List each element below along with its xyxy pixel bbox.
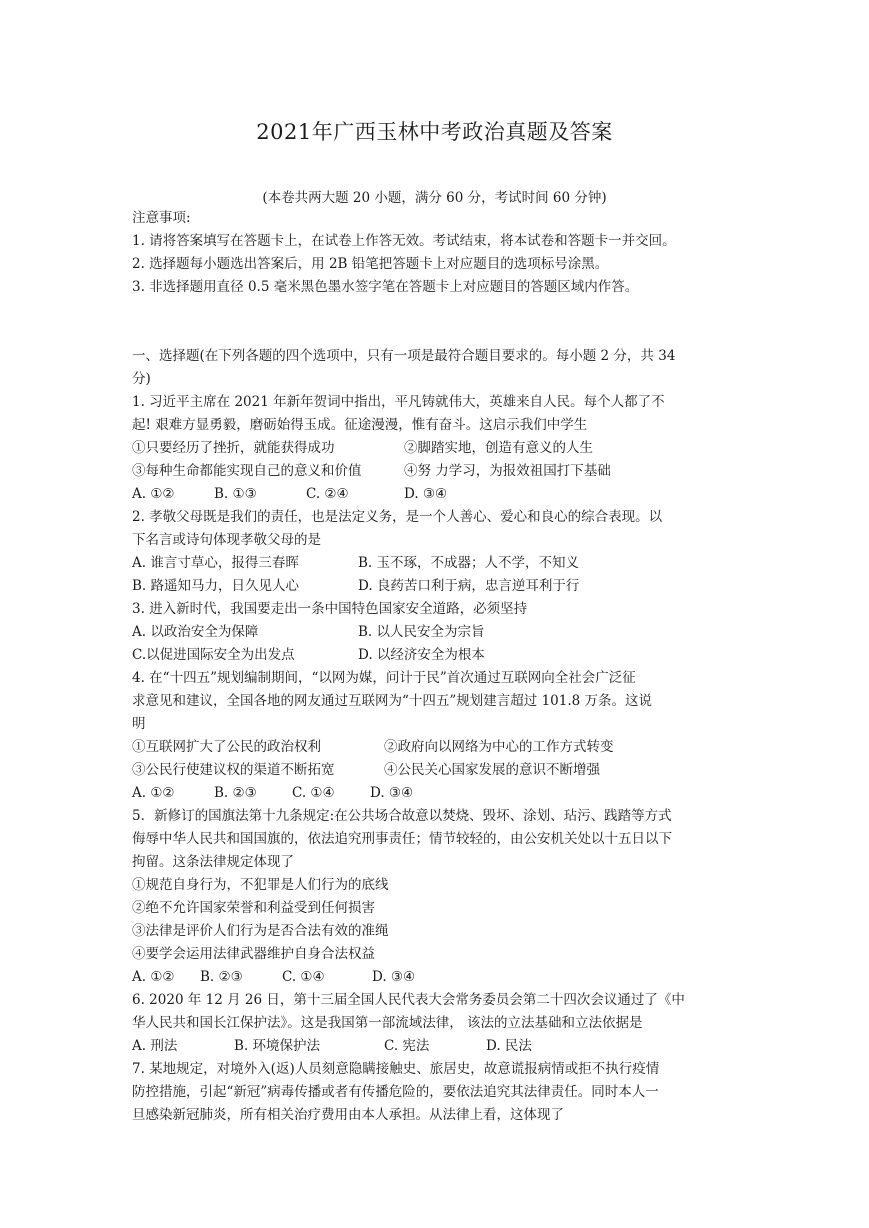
question-4-stem: 4. 在“十四五”规划编制期间，“以网为媒，问计于民”首次通过互联网向全社会广泛征 [132, 670, 636, 686]
option-a: A. 以政治安全为保障 [132, 624, 259, 640]
question-5-stem-cont: 侮辱中华人民共和国国旗的，依法追究刑事责任；情节较轻的，由公安机关处以十五日以下 [132, 831, 672, 847]
statement: ①互联网扩大了公民的政治权利 [132, 739, 321, 755]
exam-info: (本卷共两大题 20 小题，满分 60 分，考试时间 60 分钟) [262, 190, 607, 206]
statement: ④努 力学习，为报效祖国打下基础 [404, 463, 611, 479]
question-5-stem-cont: 拘留。这条法律规定体现了 [132, 854, 294, 870]
statement: ①规范自身行为，不犯罪是人们行为的底线 [132, 877, 389, 893]
statement: ③每种生命都能实现自己的意义和价值 [132, 463, 362, 479]
option-c: C.以促进国际安全为出发点 [132, 647, 295, 663]
statement: ②绝不允许国家荣誉和利益受到任何损害 [132, 900, 375, 916]
statement: ③法律是评价人们行为是否合法有效的准绳 [132, 923, 389, 939]
question-6-stem-cont: 华人民共和国长江保护法》。这是我国第一部流域法律， 该法的立法基础和立法依据是 [132, 1015, 643, 1031]
option-b: B. ②③ [214, 785, 257, 801]
note-item: 3. 非选择题用直径 0.5 毫米黑色墨水签字笔在答题卡上对应题目的答题区域内作答。 [132, 279, 639, 295]
question-5-stem: 5．新修订的国旗法第十九条规定:在公共场合故意以焚烧、毁坏、涂划、玷污、践踏等方式 [132, 808, 672, 824]
page-title: 2021年广西玉林中考政治真题及答案 [256, 120, 613, 144]
note-item: 2. 选择题每小题选出答案后，用 2B 铅笔把答题卡上对应题目的选项标号涂黑。 [132, 256, 609, 272]
statement: ④要学会运用法律武器维护自身合法权益 [132, 946, 375, 962]
question-1-stem-cont: 起! 艰难方显勇毅，磨砺始得玉成。征途漫漫，惟有奋斗。这启示我们中学生 [132, 417, 588, 433]
section-heading: 一、选择题(在下列各题的四个选项中，只有一项是最符合题目要求的。每小题 2 分，共 34 [132, 348, 676, 364]
notes-heading: 注意事项: [132, 210, 191, 226]
statement: ④公民关心国家发展的意识不断增强 [384, 762, 600, 778]
option-a: A. 刑法 [132, 1038, 178, 1054]
question-3-stem: 3. 进入新时代，我国要走出一条中国特色国家安全道路，必须坚持 [132, 601, 528, 617]
option-d: D. 良药苦口利于病，忠言逆耳利于行 [358, 578, 580, 594]
option-c: C. ①④ [292, 785, 335, 801]
question-2-stem: 2. 孝敬父母既是我们的责任，也是法定义务，是一个人善心、爱心和良心的综合表现。以 [132, 509, 663, 525]
option-b: B. 环境保护法 [234, 1038, 321, 1054]
question-7-stem: 7. 某地规定，对境外入(返)人员刻意隐瞒接触史、旅居史，故意谎报病情或拒不执行疫情 [132, 1061, 660, 1077]
option-c: B. 路遥知马力，日久见人心 [132, 578, 300, 594]
section-heading-cont: 分) [132, 371, 151, 387]
option-c: C. 宪法 [384, 1038, 430, 1054]
option-a: A. ①② [132, 486, 175, 502]
statement: ②政府向以网络为中心的工作方式转变 [384, 739, 614, 755]
question-4-stem-cont: 明 [132, 716, 146, 732]
option-d: D. ③④ [372, 969, 416, 985]
option-a: A. 谁言寸草心，报得三春晖 [132, 555, 299, 571]
option-b: B. ①③ [214, 486, 257, 502]
statement: ③公民行使建议权的渠道不断拓宽 [132, 762, 335, 778]
question-7-stem-cont: 旦感染新冠肺炎，所有相关治疗费用由本人承担。从法律上看，这体现了 [132, 1107, 564, 1123]
question-2-stem-cont: 下名言或诗句体现孝敬父母的是 [132, 532, 321, 548]
option-d: D. ③④ [404, 486, 448, 502]
option-b: B. 以人民安全为宗旨 [358, 624, 485, 640]
option-b: B. ②③ [200, 969, 243, 985]
note-item: 1. 请将答案填写在答题卡上，在试卷上作答无效。考试结束，将本试卷和答题卡一并交回。 [132, 233, 676, 249]
option-c: C. ①④ [282, 969, 325, 985]
option-d: D. ③④ [370, 785, 414, 801]
option-c: C. ②④ [306, 486, 349, 502]
option-b: B. 玉不琢，不成器；人不学，不知义 [358, 555, 580, 571]
question-6-stem: 6. 2020 年 12 月 26 日，第十三届全国人民代表大会常务委员会第二十四次会议通过了《中 [132, 992, 685, 1008]
option-a: A. ①② [132, 785, 175, 801]
option-a: A. ①② [132, 969, 175, 985]
option-d: D. 以经济安全为根本 [358, 647, 485, 663]
question-7-stem-cont: 防控措施，引起“新冠”病毒传播或者有传播危险的，要依法追究其法律责任。同时本人一 [132, 1084, 659, 1100]
statement: ①只要经历了挫折，就能获得成功 [132, 440, 335, 456]
question-4-stem-cont: 求意见和建议，全国各地的网友通过互联网为“十四五”规划建言超过 101.8 万条。这说 [132, 693, 653, 709]
statement: ②脚踏实地，创造有意义的人生 [404, 440, 593, 456]
option-d: D. 民法 [486, 1038, 532, 1054]
question-1-stem: 1. 习近平主席在 2021 年新年贺词中指出，平凡铸就伟大，英雄来自人民。每个人都了不 [132, 394, 665, 410]
